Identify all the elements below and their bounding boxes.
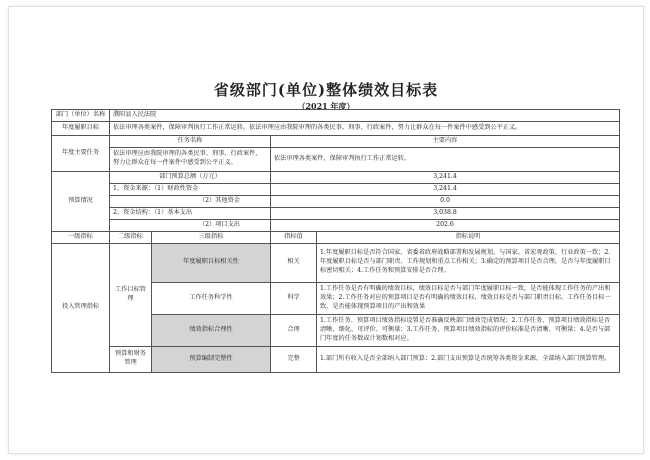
budget-row-value: 0.0: [271, 195, 620, 207]
table-row: [52, 135, 620, 147]
annual-goal-value: 依法审理各类案件，保障审判执行工作正常运转。依法审理应由我院审理的各类民事、刑事、行政案件，努力让群众在每一件案件中感受到公平正义。: [110, 121, 620, 135]
indicator-desc: 1.工作任务是否有明确的绩效目标，绩效目标是否与部门年度履职目标一致，是否能体现工作任务的产出和效果；2.工作任务对应的预算项目是否有明确的绩效目标，绩效目标是否与部门职责目标、工作任务目标一致，是否能体现预算项目的产出和效果: [317, 282, 620, 314]
indicator-desc: 1.部门所有收入是否全部纳入部门预算；2.部门支出预算是否统筹各类资金来源，全部纳入部门预算管理。: [317, 346, 620, 372]
indicator-name: 预算编制完整性: [152, 346, 271, 372]
document-page: [8, 6, 644, 454]
table-row: [52, 195, 620, 207]
document-year: （2021 年度）: [297, 101, 355, 111]
table-row: [52, 183, 620, 195]
task-name-value: 依法审理应由我院审理的各类民事、刑事、行政案件，努力让群众在每一件案件中感受到公平正义。: [110, 147, 271, 171]
header-level2: 二级指标: [110, 231, 152, 243]
indicator-group-work: 工作目标管理: [110, 243, 152, 346]
indicator-desc: 1.工作任务、预算项目绩效指标设置是否准确反映部门绩效完成情况；2.工作任务、预算项目绩效指标是否清晰、细化、可评价、可衡量；3.工作任务、预算项目绩效指标的评价标准是否清晰、可衡量；4.是否与部门年度的任务数或计划数相对应。: [317, 314, 620, 346]
budget-row-name: 1、资金来源：（1）财政性资金: [110, 183, 271, 195]
budget-row-name: 2、资金结构：（1）基本支出: [110, 207, 271, 219]
budget-row-value: 3,038.8: [271, 207, 620, 219]
budget-label: 预算情况: [52, 171, 110, 231]
main-task-label: 年度主要任务: [52, 135, 110, 171]
budget-row-name: （2）项目支出: [110, 219, 271, 231]
budget-row-value: 3,241.4: [271, 183, 620, 195]
indicator-group-budget: 预算和财务管理: [110, 346, 152, 372]
budget-row-value: 202.6: [271, 219, 620, 231]
col-main-content: 主要内容: [271, 135, 620, 147]
col-task-name: 任务名称: [110, 135, 271, 147]
table-row: [52, 171, 620, 183]
indicator-value: 科学: [271, 282, 317, 314]
budget-row-name: 部门预算总额（万元）: [110, 171, 271, 183]
indicator-name: 工作任务科学性: [152, 282, 271, 314]
budget-row-name: （2）其他资金: [110, 195, 271, 207]
performance-table: [51, 109, 620, 373]
header-desc: 指标说明: [317, 231, 620, 243]
dept-label: 部门（单位）名称: [52, 110, 110, 122]
indicator-value: 相关: [271, 243, 317, 282]
indicator-value: 完整: [271, 346, 317, 372]
indicator-value: 合理: [271, 314, 317, 346]
indicator-desc: 1.年度履职目标是否符合国家、省委省政府战略部署和发展规划，与国家、省宏观政策、行业政策一致；2.年度履职目标是否与部门职责、工作规划和重点工作相关；3.确定的预算项目是否合理，是否与年度履职目标密切相关；4.工作任务和预算安排是否合理。: [317, 243, 620, 282]
table-row: [52, 219, 620, 231]
table-row: [52, 147, 620, 171]
indicator-name: 绩效指标合理性: [152, 314, 271, 346]
budget-row-value: 3,241.4: [271, 171, 620, 183]
header-value: 指标值: [271, 231, 317, 243]
header-level1: 一级指标: [52, 231, 110, 243]
dept-value: 濮阳县人民法院: [110, 110, 620, 122]
document-title: 省级部门(单位)整体绩效目标表: [213, 81, 439, 99]
indicator-name: 年度履职目标相关性: [152, 243, 271, 282]
table-row: [52, 207, 620, 219]
table-row: [52, 121, 620, 135]
annual-goal-label: 年度履职目标: [52, 121, 110, 135]
table-row: [52, 243, 620, 282]
table-row: [52, 231, 620, 243]
header-level3: 三级指标: [152, 231, 271, 243]
table-row: [52, 110, 620, 122]
task-content-value: 依法审理各类案件，保障审判执行工作正常运转。: [271, 147, 620, 171]
indicator-level1: 投入管理指标: [52, 243, 110, 372]
table-row: [52, 346, 620, 372]
